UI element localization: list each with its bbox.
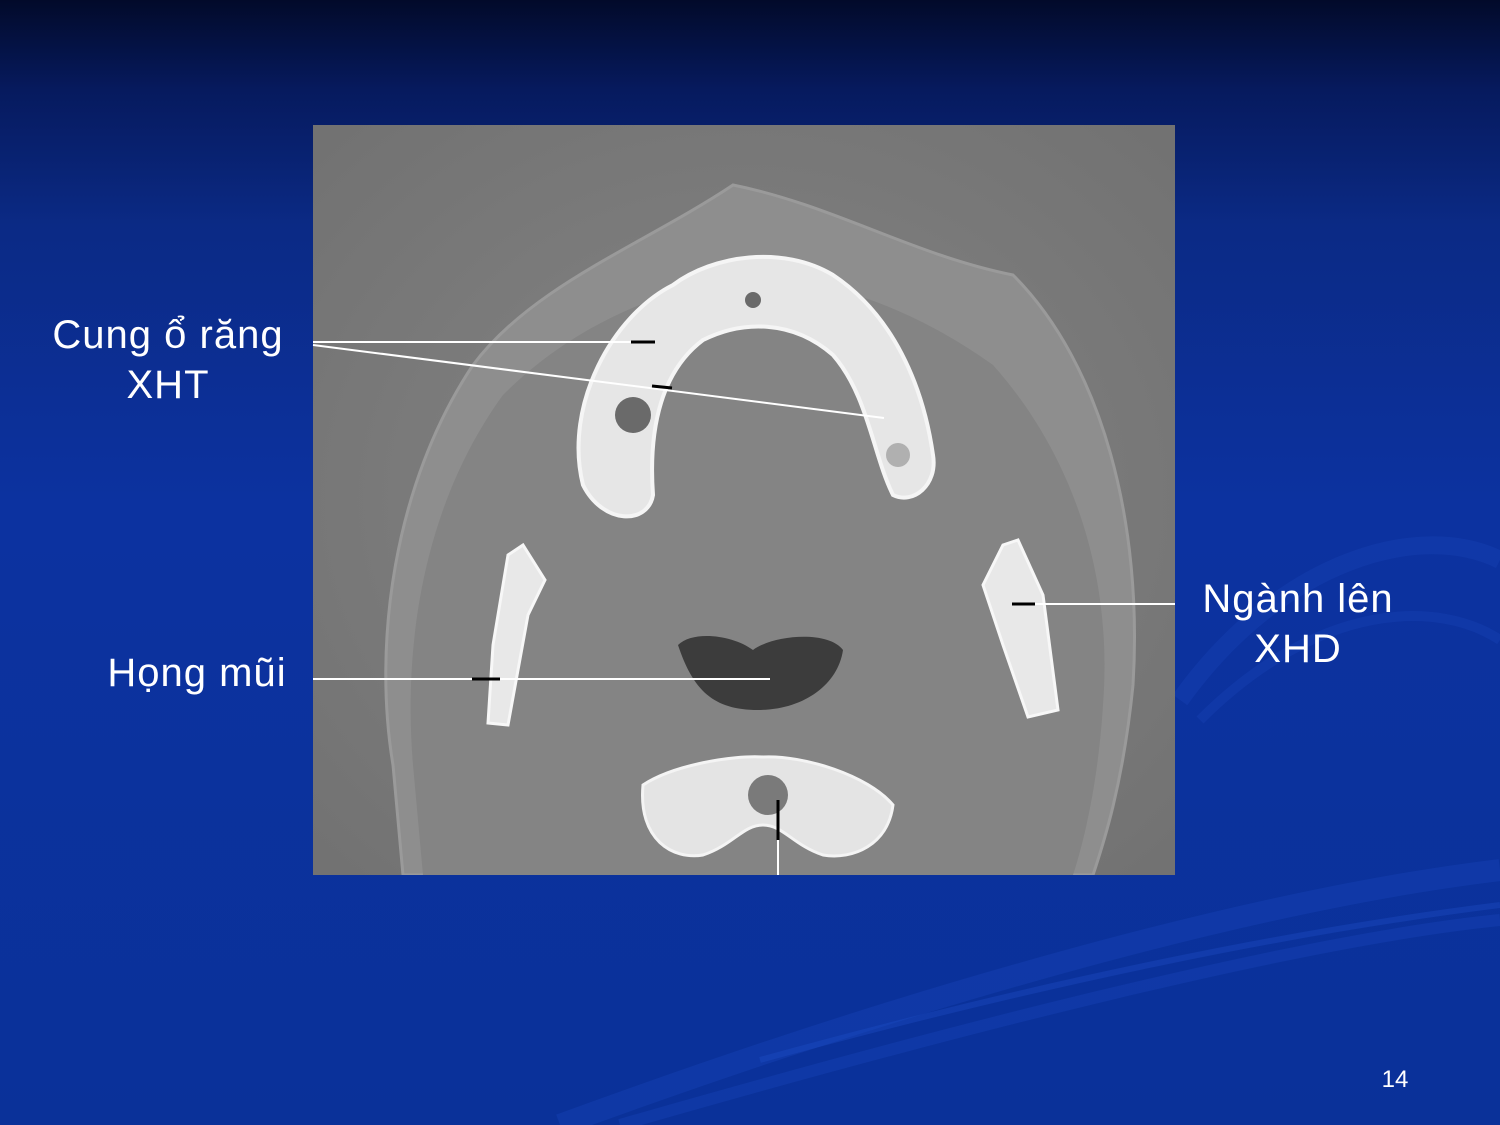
label-alveolar-arch: [38, 310, 298, 410]
label-mandible-ramus: [1180, 574, 1416, 674]
leader-tick: [652, 386, 672, 388]
label-alveolar-line1: Cung ổ răng: [52, 313, 284, 357]
label-nasopharynx: [92, 648, 302, 698]
label-nasopharynx-line1: Họng mũi: [107, 651, 287, 695]
label-alveolar-line2: XHT: [126, 363, 210, 407]
label-ramus-line2: XHD: [1254, 627, 1342, 671]
leader-line-alveolar-2: [313, 345, 884, 418]
label-ramus-line1: Ngành lên: [1202, 577, 1394, 621]
page-number: 14: [1381, 1066, 1409, 1093]
